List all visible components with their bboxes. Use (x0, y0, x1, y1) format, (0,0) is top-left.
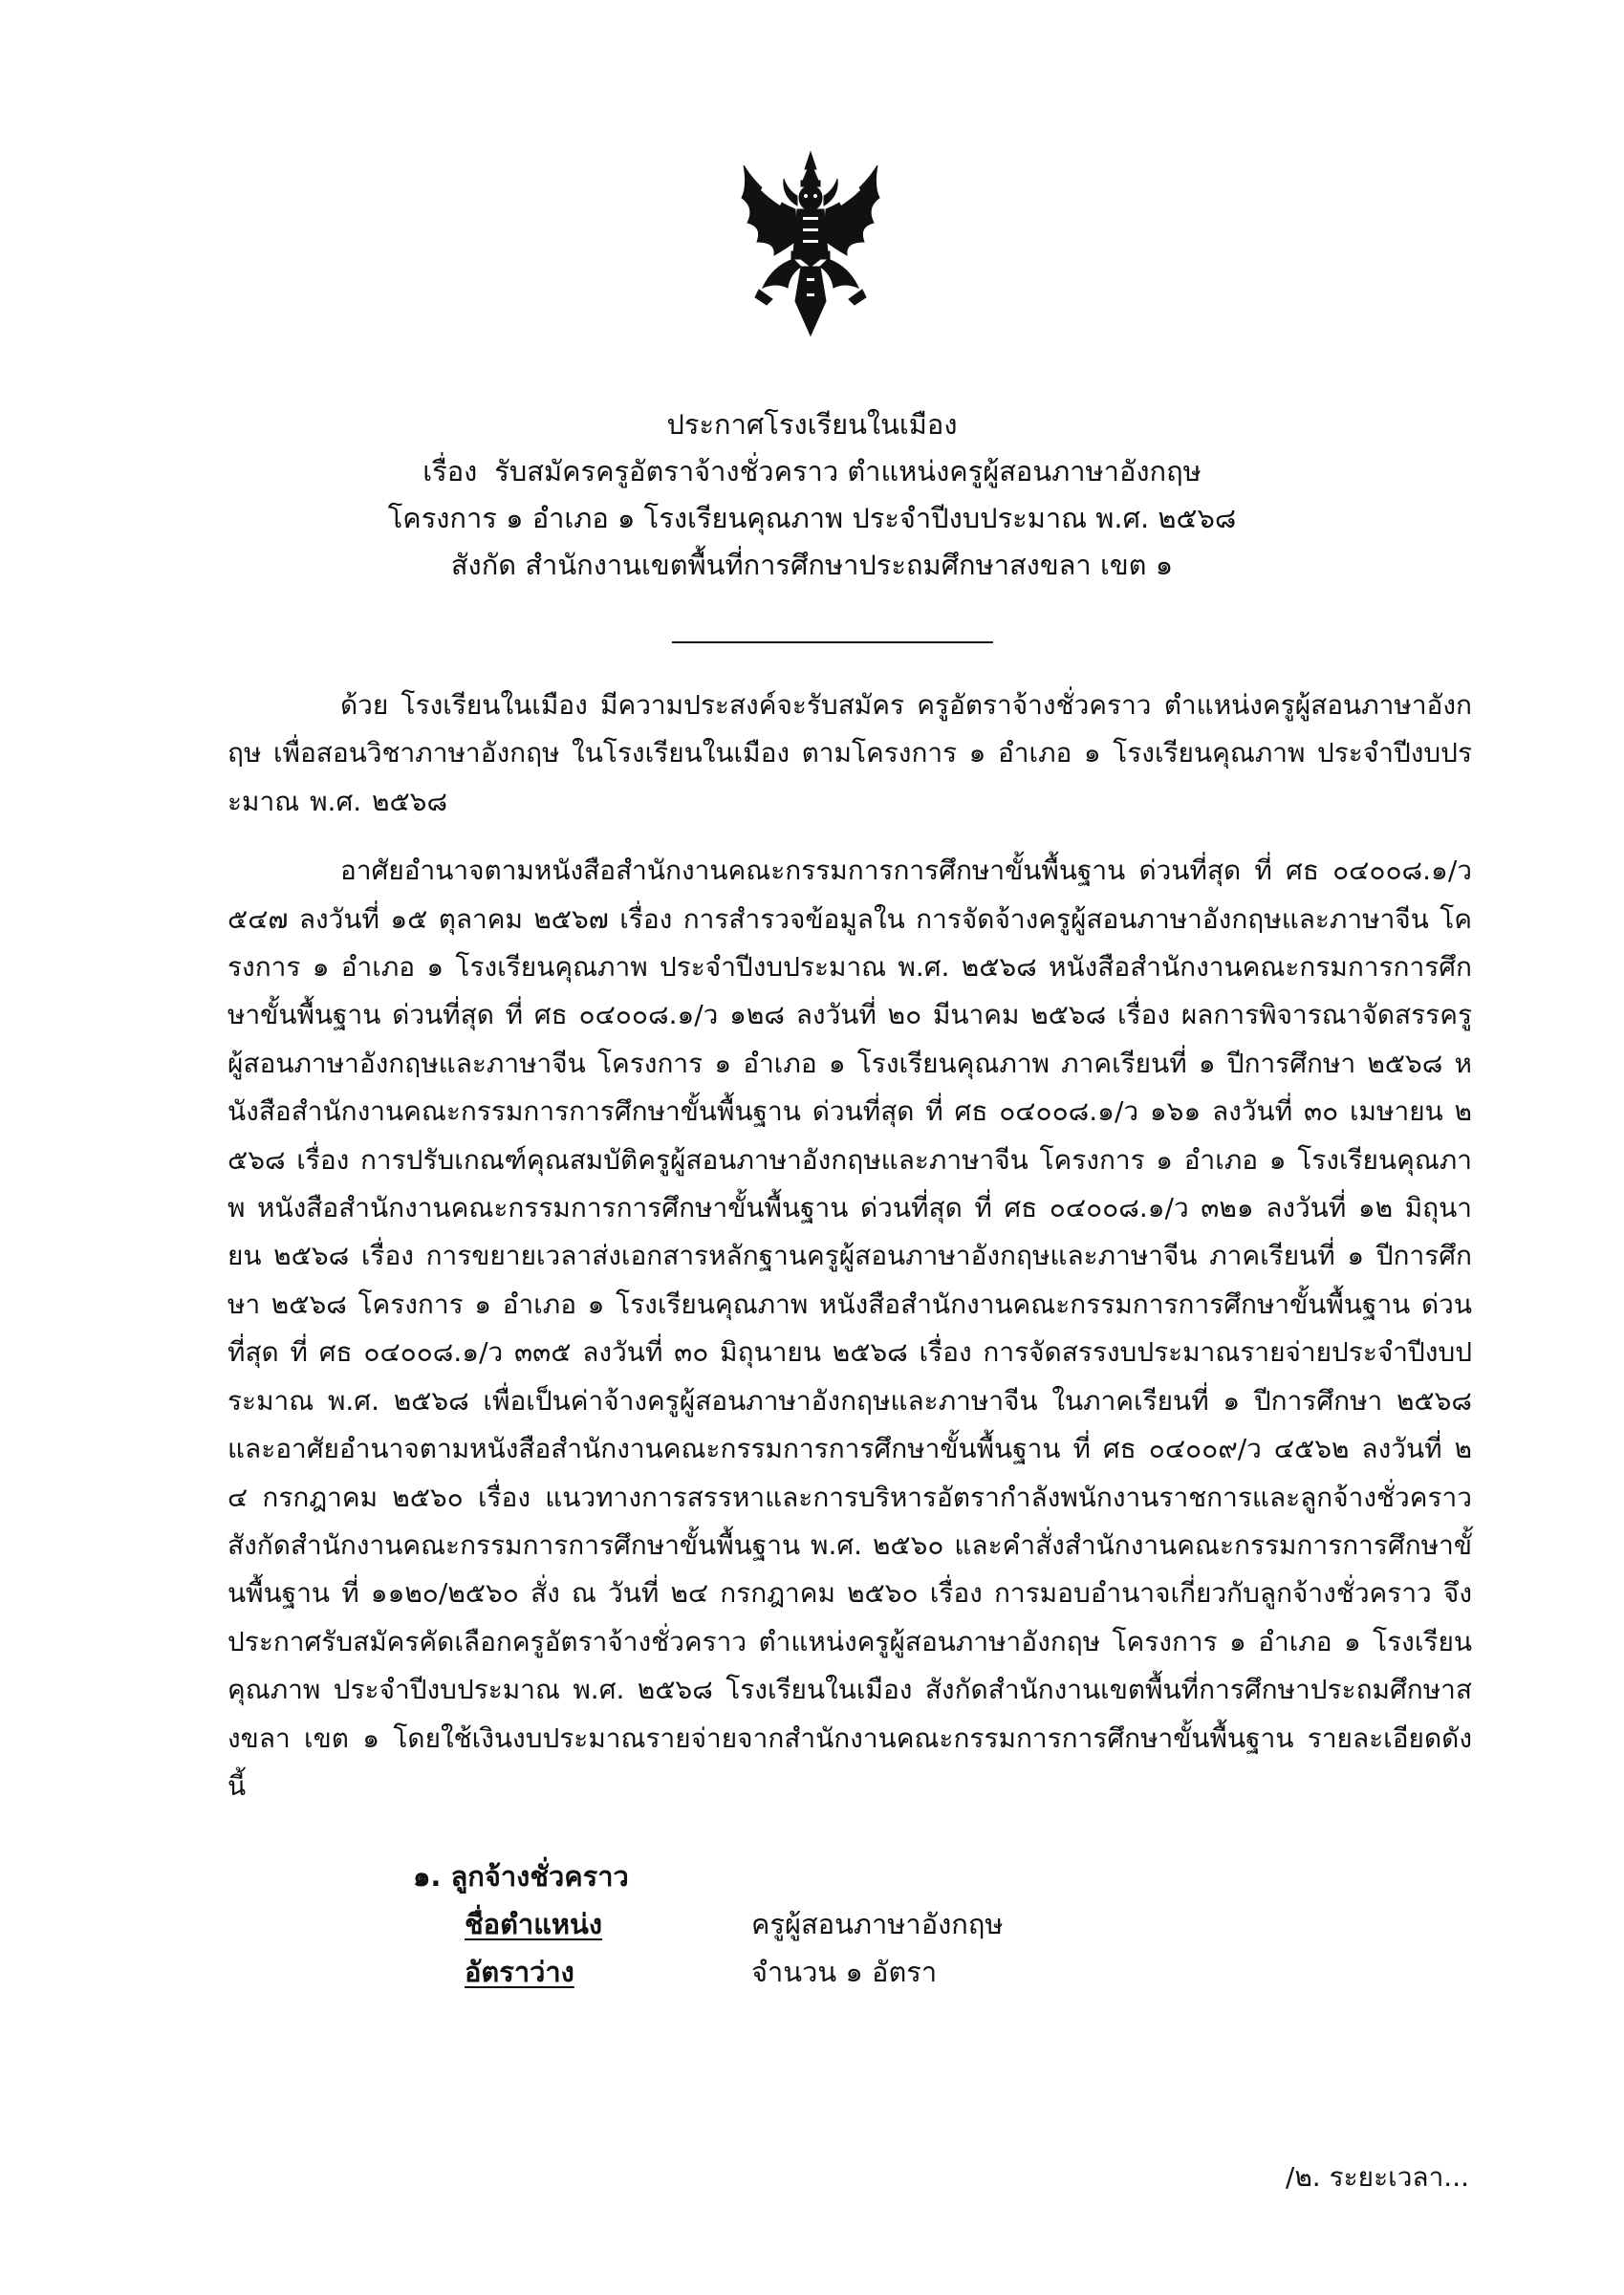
section-heading: ๑. ลูกจ้างชั่วคราว (413, 1860, 629, 1893)
announcement-header (0, 401, 1624, 589)
subject-value: รับสมัครครูอัตราจ้างชั่วคราว ตำแหน่งครูผู้สอนภาษาอังกฤษ (494, 455, 1202, 487)
subject-key: เรื่อง (422, 455, 478, 487)
vacancy-value: จำนวน ๑ อัตรา (751, 1956, 938, 1988)
announcement-body (227, 682, 1472, 1831)
vacancy-row (413, 1948, 1004, 1996)
garuda-emblem-icon (734, 148, 887, 339)
page-continuation: /๒. ระยะเวลา... (1285, 2161, 1469, 2193)
position-row (413, 1900, 1004, 1948)
announcement-affiliation: สังกัด สำนักงานเขตพื้นที่การศึกษาประถมศึกษาสงขลา เขต ๑ (450, 549, 1174, 581)
body-paragraph-2: อาศัยอำนาจตามหนังสือสำนักงานคณะกรรมการการศึกษาขั้นพื้นฐาน ด่วนที่สุด ที่ ศธ ๐๔๐๐๘.๑/ว ๕๔๗ ลงวันที่ ๑๕ ตุลาคม ๒๕๖๗ เรื่อง การสำรวจข้อมูลใน การจัดจ้างครูผู้สอนภาษาอังกฤษและภาษาจีน โครงการ ๑ อำเภอ ๑ โรงเรียนคุณภาพ ประจำปีงบประมาณ พ.ศ. ๒๕๖๘ หนังสือสำนักงานคณะกรมการการศึกษาขั้นพื้นฐาน ด่วนที่สุด ที่ ศธ ๐๔๐๐๘.๑/ว ๑๒๘ ลงวันที่ ๒๐ มีนาคม ๒๕๖๘ เรื่อง ผลการพิจารณาจัดสรรครูผู้สอนภาษาอังกฤษและภาษาจีน โครงการ ๑ อำเภอ ๑ โรงเรียนคุณภาพ ภาคเรียนที่ ๑ ปีการศึกษา ๒๕๖๘ หนังสือสำนักงานคณะกรรมการการศึกษาขั้นพื้นฐาน ด่วนที่สุด ที่ ศธ ๐๔๐๐๘.๑/ว ๑๖๑ ลงวันที่ ๓๐ เมษายน ๒๕๖๘ เรื่อง การปรับเกณฑ์คุณสมบัติครูผู้สอนภาษาอังกฤษและภาษาจีน โครงการ ๑ อำเภอ ๑ โรงเรียนคุณภาพ หนังสือสำนักงานคณะกรรมการการศึกษาขั้นพื้นฐาน ด่วนที่สุด ที่ ศธ ๐๔๐๐๘.๑/ว ๓๒๑ ลงวันที่ ๑๒ มิถุนายน ๒๕๖๘ เรื่อง การขยายเวลาส่งเอกสารหลักฐานครูผู้สอนภาษาอังกฤษและภาษาจีน ภาคเรียนที่ ๑ ปีการศึกษา ๒๕๖๘ โครงการ ๑ อำเภอ ๑ โรงเรียนคุณภาพ หนังสือสำนักงานคณะกรรมการการศึกษาขั้นพื้นฐาน ด่วนที่สุด ที่ ศธ ๐๔๐๐๘.๑/ว ๓๓๕ ลงวันที่ ๓๐ มิถุนายน ๒๕๖๘ เรื่อง การจัดสรรงบประมาณรายจ่ายประจำปีงบประมาณ พ.ศ. ๒๕๖๘ เพื่อเป็นค่าจ้างครูผู้สอนภาษาอังกฤษและภาษาจีน ในภาคเรียนที่ ๑ ปีการศึกษา ๒๕๖๘ และอาศัยอำนาจตามหนังสือสำนักงานคณะกรรมการการศึกษาขั้นพื้นฐาน ที่ ศธ ๐๔๐๐๙/ว ๔๕๖๒ ลงวันที่ ๒๔ กรกฎาคม ๒๕๖๐ เรื่อง แนวทางการสรรหาและการบริหารอัตรากำลังพนักงานราชการและลูกจ้างชั่วคราว สังกัดสำนักงานคณะกรรมการการศึกษาขั้นพื้นฐาน พ.ศ. ๒๕๖๐ และคำสั่งสำนักงานคณะกรรมการการศึกษาขั้นพื้นฐาน ที่ ๑๑๒๐/๒๕๖๐ สั่ง ณ วันที่ ๒๔ กรกฎาคม ๒๕๖๐ เรื่อง การมอบอำนาจเกี่ยวกับลูกจ้างชั่วคราว จึงประกาศรับสมัครคัดเลือกครูอัตราจ้างชั่วคราว ตำแหน่งครูผู้สอนภาษาอังกฤษ โครงการ ๑ อำเภอ ๑ โรงเรียนคุณภาพ ประจำปีงบประมาณ พ.ศ. ๒๕๖๘ โรงเรียนในเมือง สังกัดสำนักงานเขตพื้นที่การศึกษาประถมศึกษาสงขลา เขต ๑ โดยใช้เงินงบประมาณรายจ่ายจากสำนักงานคณะกรรมการการศึกษาขั้นพื้นฐาน รายละเอียดดังนี้ (227, 855, 1472, 1802)
announcement-project: โครงการ ๑ อำเภอ ๑ โรงเรียนคุณภาพ ประจำปีงบประมาณ พ.ศ. ๒๕๖๘ (387, 502, 1237, 534)
body-paragraph-1: ด้วย โรงเรียนในเมือง มีความประสงค์จะรับสมัคร ครูอัตราจ้างชั่วคราว ตำแหน่งครูผู้สอนภาษาอังกฤษ เพื่อสอนวิชาภาษาอังกฤษ ในโรงเรียนในเมือง ตามโครงการ ๑ อำเภอ ๑ โรงเรียนคุณภาพ ประจำปีงบประมาณ พ.ศ. ๒๕๖๘ (227, 689, 1472, 817)
header-divider (672, 641, 993, 643)
announcement-title: ประกาศโรงเรียนในเมือง (666, 408, 958, 441)
position-label: ชื่อตำแหน่ง (465, 1908, 603, 1940)
announcement-subject (0, 448, 1624, 495)
position-value: ครูผู้สอนภาษาอังกฤษ (751, 1908, 1004, 1940)
section-temporary-employee (413, 1852, 1004, 1996)
vacancy-label: อัตราว่าง (465, 1956, 574, 1988)
